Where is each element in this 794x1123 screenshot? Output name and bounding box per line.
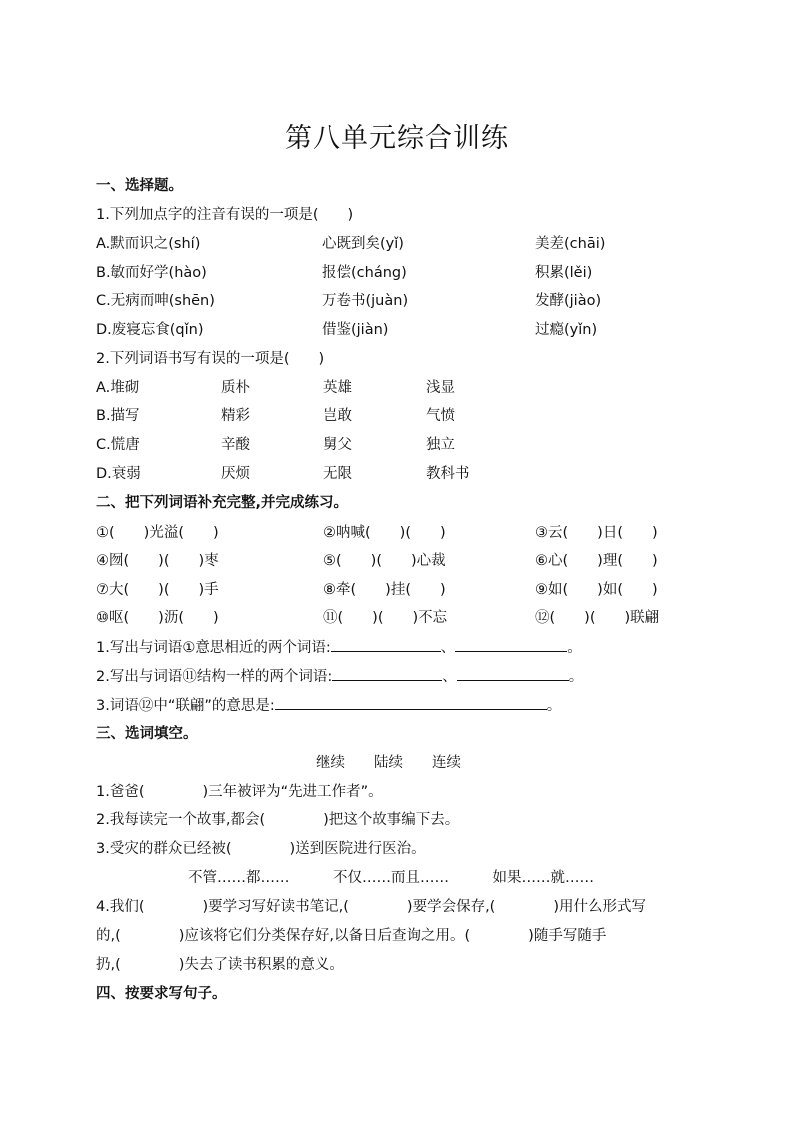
answer-blank[interactable] — [275, 695, 547, 710]
fill-item-12: ⑫( )( )联翩 — [535, 610, 660, 626]
fill-item-5: ⑤( )( )心裁 — [323, 553, 446, 569]
fill-item-2: ②呐喊( )( ) — [323, 525, 446, 541]
q1-d-col2: 借鉴(jiàn) — [322, 322, 389, 338]
q2-d-col1: D.衰弱 — [96, 466, 141, 482]
fill-question-3 — [96, 694, 561, 715]
q1-option-row-b — [96, 261, 716, 285]
fill-row-4 — [96, 606, 716, 630]
conjunction-choices: 不管……都…… 不仅……而且…… 如果……就…… — [188, 870, 594, 886]
q1-stem: 1.下列加点字的注音有误的一项是( ) — [96, 207, 354, 223]
page-title: 第八单元综合训练 — [285, 123, 509, 154]
q1-d-col1: D.废寝忘食(qǐn) — [96, 322, 204, 338]
q1-b-col1: B.敏而好学(hào) — [96, 265, 207, 281]
fill-question-2-text: 2.写出与词语⑪结构一样的两个词语: — [96, 669, 333, 685]
fill-item-8: ⑧牵( )挂( ) — [323, 582, 446, 598]
q1-b-col3: 积累(lěi) — [535, 265, 593, 281]
q1-option-row-c — [96, 289, 716, 313]
fill-row-1 — [96, 521, 716, 545]
q2-b-col4: 气愤 — [426, 408, 455, 424]
period: 。 — [567, 640, 582, 656]
q2-a-col2: 质朴 — [221, 380, 250, 396]
q2-c-col2: 辛酸 — [221, 437, 250, 453]
fill-question-1 — [96, 636, 582, 657]
answer-blank[interactable] — [331, 637, 441, 652]
fill-item-3: ③云( )日( ) — [535, 525, 658, 541]
q2-b-col1: B.描写 — [96, 408, 140, 424]
q2-option-row-a — [96, 376, 716, 400]
q2-stem: 2.下列词语书写有误的一项是( ) — [96, 351, 325, 367]
fill-item-1: ①( )光溢( ) — [96, 525, 219, 541]
q2-a-col3: 英雄 — [323, 380, 352, 396]
fill-item-10: ⑩呕( )沥( ) — [96, 610, 219, 626]
q2-option-row-c — [96, 433, 716, 457]
q2-b-col3: 岂敢 — [323, 408, 352, 424]
choice-question-4-line-2: 的,( )应该将它们分类保存好,以备日后查询之用。( )随手写随手 — [96, 928, 607, 944]
fill-item-9: ⑨如( )如( ) — [535, 582, 658, 598]
q1-c-col2: 万卷书(juàn) — [322, 293, 409, 309]
q2-a-col4: 浅显 — [426, 380, 455, 396]
fill-question-1-text: 1.写出与词语①意思相近的两个词语: — [96, 640, 331, 656]
section-1-heading: 一、选择题。 — [96, 178, 183, 194]
fill-item-4: ④囫( )( )枣 — [96, 553, 219, 569]
q1-d-col3: 过瘾(yǐn) — [535, 322, 598, 338]
word-choices: 继续 陆续 连续 — [316, 755, 461, 771]
q2-d-col4: 教科书 — [426, 466, 470, 482]
fill-item-6: ⑥心( )理( ) — [535, 553, 658, 569]
choice-question-1: 1.爸爸( )三年被评为“先进工作者”。 — [96, 784, 383, 800]
q1-b-col2: 报偿(cháng) — [322, 265, 407, 281]
period: 。 — [568, 669, 584, 685]
answer-blank[interactable] — [332, 666, 442, 681]
fill-question-2 — [96, 665, 583, 686]
q1-c-col3: 发酵(jiào) — [535, 293, 602, 309]
q2-b-col2: 精彩 — [221, 408, 250, 424]
fill-item-11: ⑪( )( )不忘 — [323, 610, 448, 626]
section-4-heading: 四、按要求写句子。 — [96, 986, 227, 1002]
fill-row-3 — [96, 578, 716, 602]
q1-option-row-a — [96, 232, 716, 256]
q2-c-col3: 舅父 — [323, 437, 352, 453]
q1-option-row-d — [96, 318, 716, 342]
q2-option-row-b — [96, 404, 716, 428]
answer-blank[interactable] — [457, 666, 569, 681]
q2-a-col1: A.堆砌 — [96, 380, 140, 396]
choice-question-3: 3.受灾的群众已经被( )送到医院进行医治。 — [96, 841, 426, 857]
separator: 、 — [442, 669, 457, 685]
q1-a-col1: A.默而识之(shí) — [96, 236, 201, 252]
answer-blank[interactable] — [455, 637, 567, 652]
q2-c-col1: C.慌唐 — [96, 437, 140, 453]
fill-row-2 — [96, 549, 716, 573]
fill-item-7: ⑦大( )( )手 — [96, 582, 219, 598]
q1-c-col1: C.无病而呻(shēn) — [96, 293, 215, 309]
fill-question-3-text: 3.词语⑫中“联翩”的意思是: — [96, 698, 275, 714]
q2-d-col2: 厌烦 — [221, 466, 250, 482]
q1-a-col2: 心既到矣(yǐ) — [322, 236, 404, 252]
choice-question-4-line-1: 4.我们( )要学习写好读书笔记,( )要学会保存,( )用什么形式写 — [96, 899, 646, 915]
q2-c-col4: 独立 — [426, 437, 455, 453]
separator: 、 — [440, 640, 456, 656]
q1-a-col3: 美差(chāi) — [535, 236, 606, 252]
choice-question-2: 2.我每读完一个故事,都会( )把这个故事编下去。 — [96, 812, 460, 828]
period: 。 — [546, 698, 562, 714]
q2-d-col3: 无限 — [323, 466, 352, 482]
q2-option-row-d — [96, 462, 716, 486]
choice-question-4-line-3: 扔,( )失去了读书积累的意义。 — [96, 957, 344, 973]
section-2-heading: 二、把下列词语补充完整,并完成练习。 — [96, 495, 349, 511]
section-3-heading: 三、选词填空。 — [96, 726, 198, 742]
